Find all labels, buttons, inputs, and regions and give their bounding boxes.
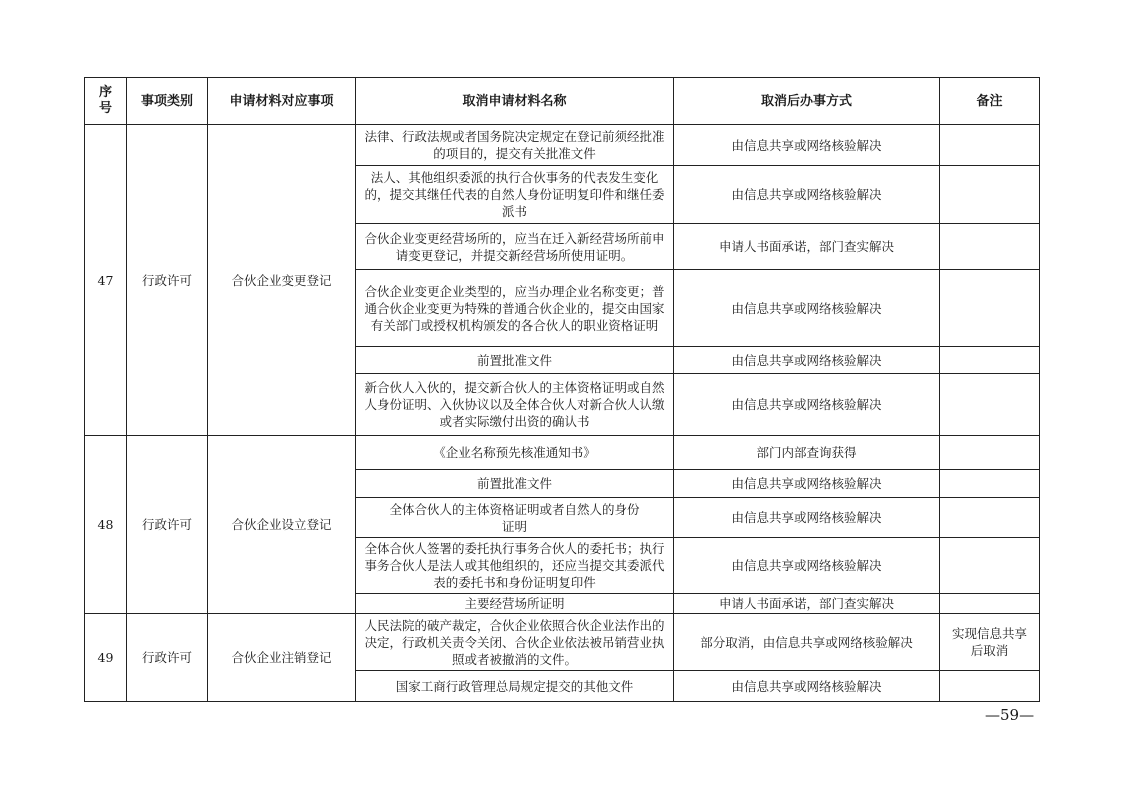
row-material: 全体合伙人的主体资格证明或者自然人的身份证明 [356, 498, 674, 538]
row-material: 全体合伙人签署的委托执行事务合伙人的委托书；执行事务合伙人是法人或其他组织的，还应当提交其委派代表的委托书和身份证明复印件 [356, 538, 674, 594]
row-no: 49 [85, 614, 127, 702]
row-note [940, 270, 1040, 347]
row-material: 前置批准文件 [356, 470, 674, 498]
row-method: 由信息共享或网络核验解决 [674, 347, 940, 374]
row-material: 法人、其他组织委派的执行合伙事务的代表发生变化的，提交其继任代表的自然人身份证明复印件和继任委派书 [356, 166, 674, 224]
row-method: 部门内部查询获得 [674, 436, 940, 470]
row-note [940, 594, 1040, 614]
row-note [940, 498, 1040, 538]
row-method: 由信息共享或网络核验解决 [674, 498, 940, 538]
row-method: 由信息共享或网络核验解决 [674, 166, 940, 224]
row-category: 行政许可 [127, 125, 208, 436]
header-material: 取消申请材料名称 [356, 78, 674, 125]
row-note [940, 374, 1040, 436]
row-item: 合伙企业设立登记 [208, 436, 356, 614]
row-category: 行政许可 [127, 436, 208, 614]
row-note [940, 671, 1040, 702]
header-row [85, 78, 1040, 125]
row-material: 《企业名称预先核准通知书》 [356, 436, 674, 470]
row-note: 实现信息共享后取消 [940, 614, 1040, 671]
row-material: 法律、行政法规或者国务院决定规定在登记前须经批准的项目的，提交有关批准文件 [356, 125, 674, 166]
row-material: 合伙企业变更企业类型的，应当办理企业名称变更；普通合伙企业变更为特殊的普通合伙企业的，提交由国家有关部门或授权机构颁发的各合伙人的职业资格证明 [356, 270, 674, 347]
row-note [940, 470, 1040, 498]
header-method: 取消后办事方式 [674, 78, 940, 125]
header-note: 备注 [940, 78, 1040, 125]
row-method: 由信息共享或网络核验解决 [674, 470, 940, 498]
row-method: 申请人书面承诺，部门查实解决 [674, 594, 940, 614]
row-note [940, 436, 1040, 470]
row-method: 部分取消，由信息共享或网络核验解决 [674, 614, 940, 671]
row-material: 主要经营场所证明 [356, 594, 674, 614]
row-material: 合伙企业变更经营场所的，应当在迁入新经营场所前申请变更登记，并提交新经营场所使用证明。 [356, 224, 674, 270]
row-note [940, 538, 1040, 594]
row-note [940, 125, 1040, 166]
row-no: 48 [85, 436, 127, 614]
table-row [85, 436, 1040, 470]
header-item: 申请材料对应事项 [208, 78, 356, 125]
row-note [940, 224, 1040, 270]
row-method: 由信息共享或网络核验解决 [674, 270, 940, 347]
row-note [940, 347, 1040, 374]
row-category: 行政许可 [127, 614, 208, 702]
header-category: 事项类别 [127, 78, 208, 125]
row-item: 合伙企业变更登记 [208, 125, 356, 436]
row-item: 合伙企业注销登记 [208, 614, 356, 702]
cancelled-materials-table [84, 77, 1040, 702]
row-material: 新合伙人入伙的，提交新合伙人的主体资格证明或自然人身份证明、入伙协议以及全体合伙人对新合伙人认缴或者实际缴付出资的确认书 [356, 374, 674, 436]
page-number: —59— [985, 706, 1035, 724]
row-material: 人民法院的破产裁定，合伙企业依照合伙企业法作出的决定，行政机关责令关闭、合伙企业依法被吊销营业执照或者被撤消的文件。 [356, 614, 674, 671]
header-no: 序号 [85, 78, 127, 125]
row-method: 申请人书面承诺，部门查实解决 [674, 224, 940, 270]
row-note [940, 166, 1040, 224]
row-no: 47 [85, 125, 127, 436]
row-material: 前置批准文件 [356, 347, 674, 374]
table-row [85, 614, 1040, 671]
row-method: 由信息共享或网络核验解决 [674, 125, 940, 166]
row-method: 由信息共享或网络核验解决 [674, 374, 940, 436]
table-row [85, 125, 1040, 166]
row-method: 由信息共享或网络核验解决 [674, 538, 940, 594]
row-material: 国家工商行政管理总局规定提交的其他文件 [356, 671, 674, 702]
row-method: 由信息共享或网络核验解决 [674, 671, 940, 702]
